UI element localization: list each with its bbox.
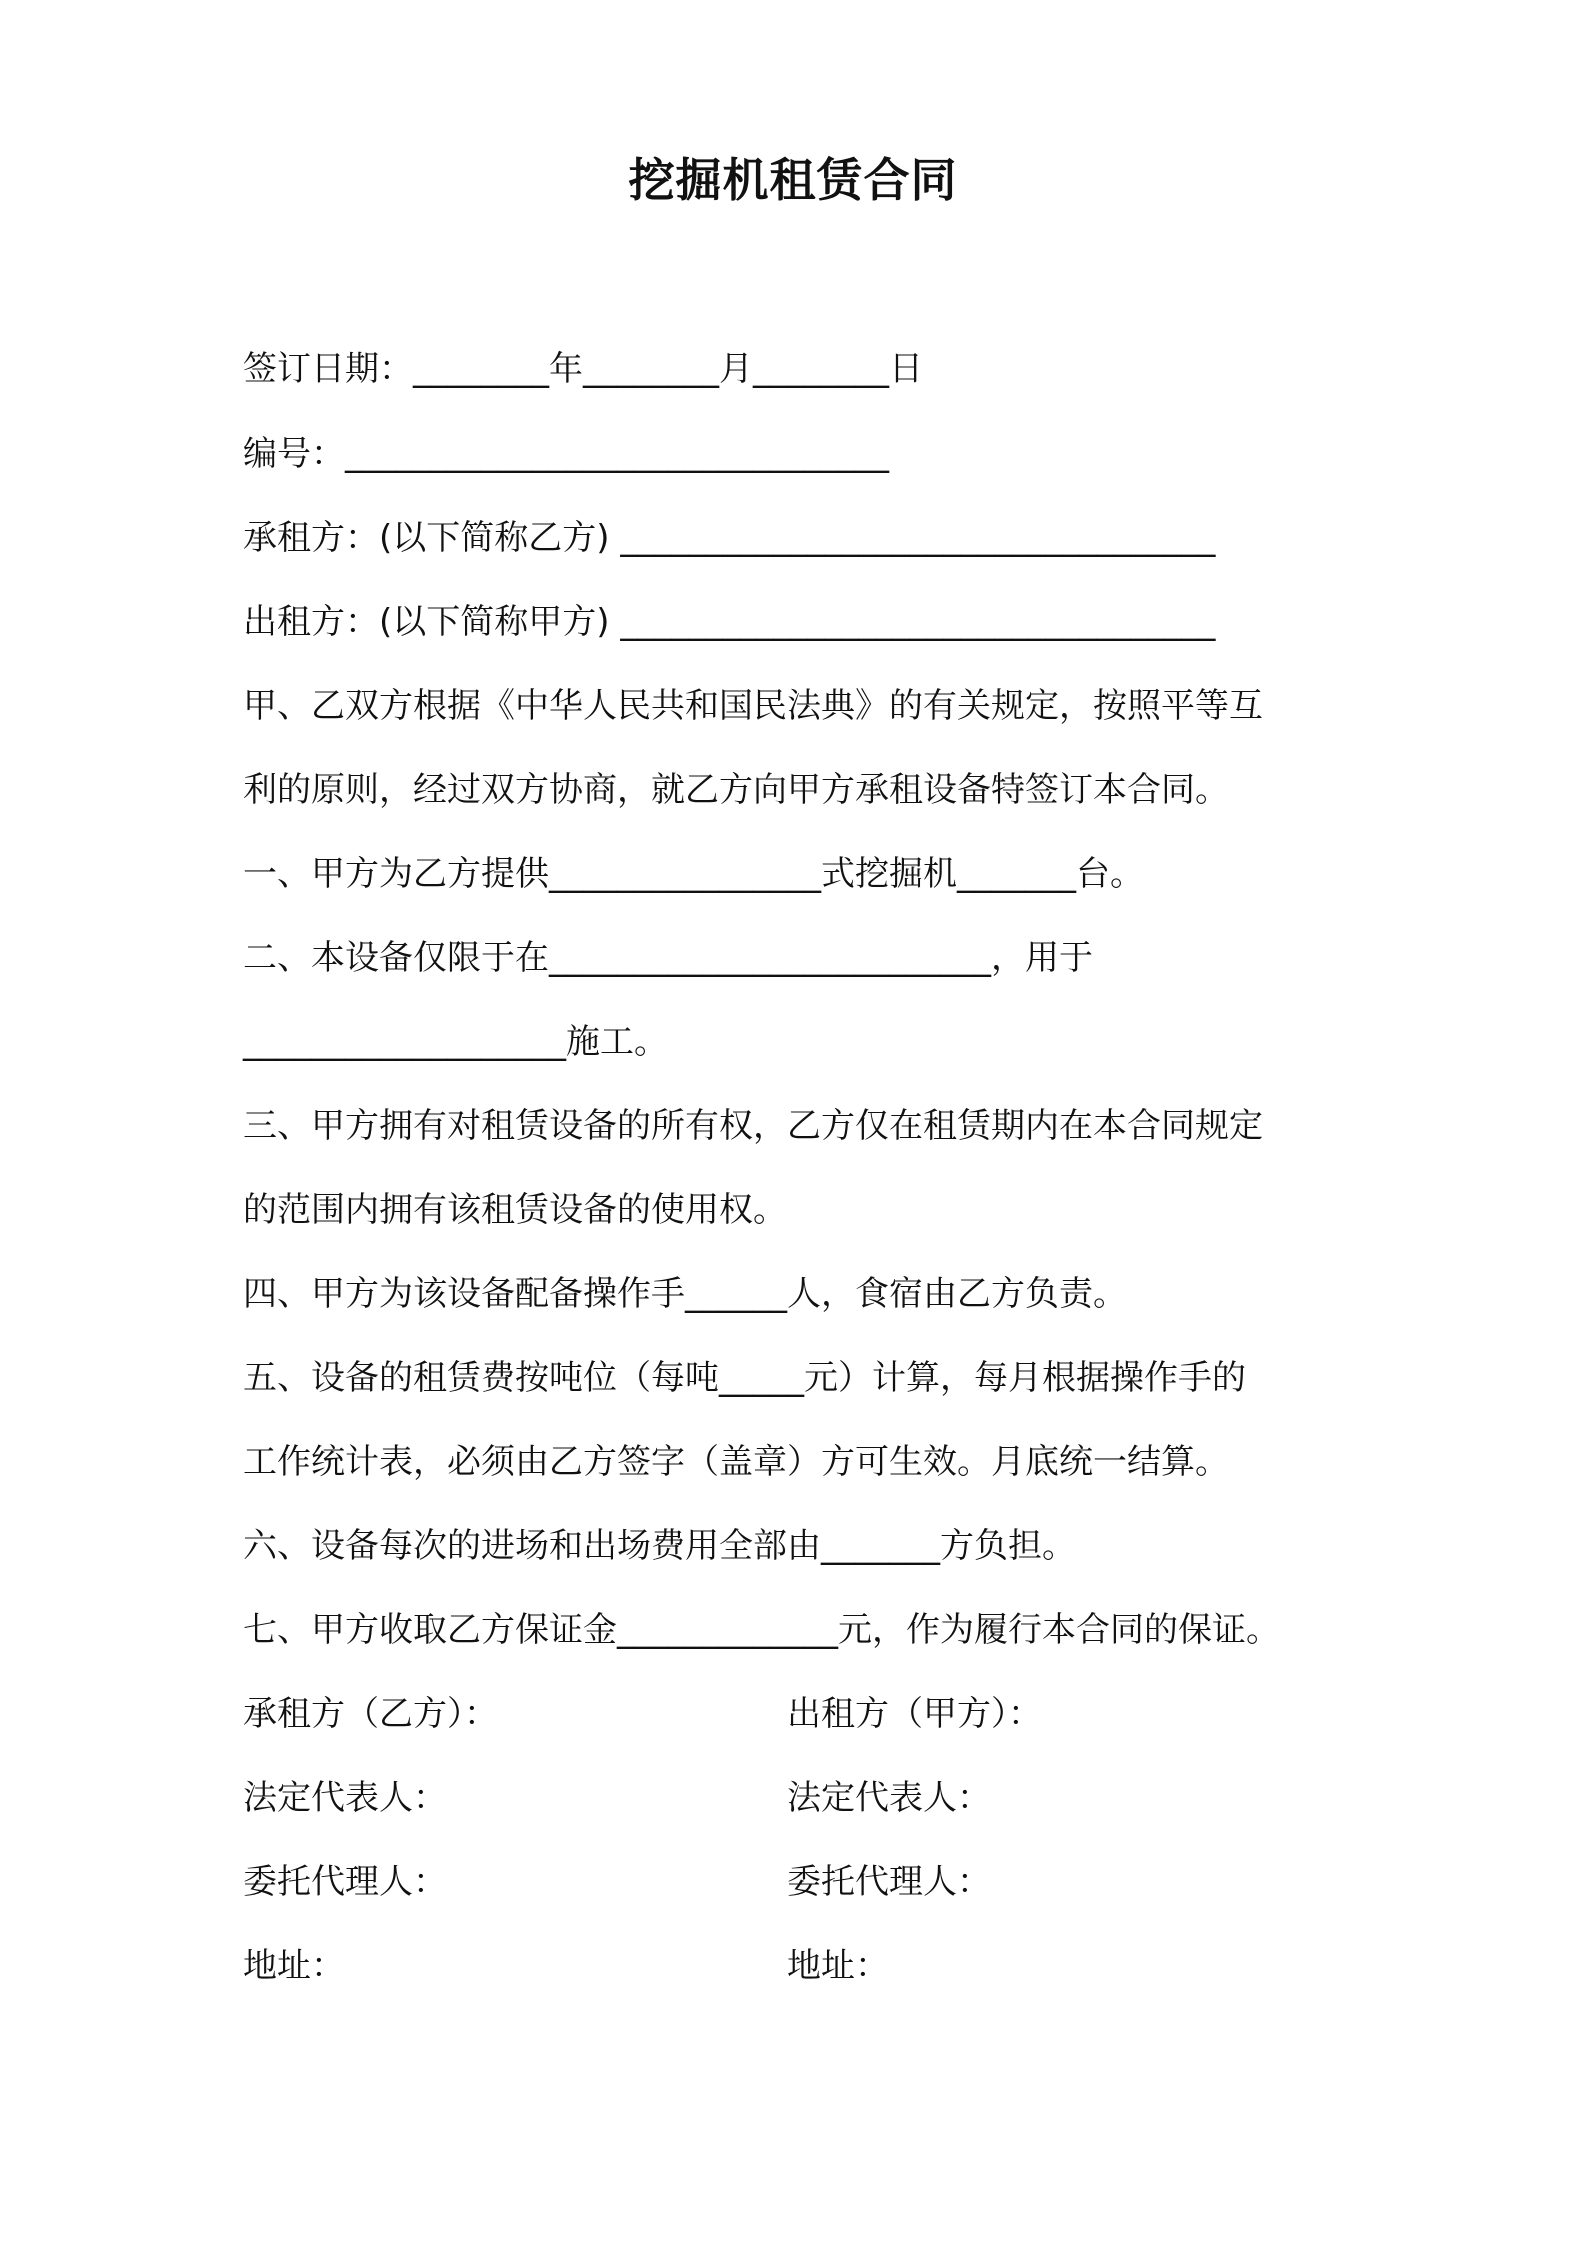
preamble-line-2: 利的原则，经过双方协商，就乙方向甲方承租设备特签订本合同。 [243,770,1229,810]
signature-lessee-legal-rep: 法定代表人： [243,1778,447,1818]
signature-lessee-address: 地址： [243,1946,345,1986]
contract-number-line: 编号：________________________________ [243,434,889,474]
signature-lessor-party: 出租方（甲方）： [787,1694,1042,1734]
clause-5-line-2: 工作统计表，必须由乙方签字（盖章）方可生效。月底统一结算。 [243,1442,1229,1482]
preamble-line-1: 甲、乙双方根据《中华人民共和国民法典》的有关规定，按照平等互 [243,686,1263,726]
signature-lessor-address: 地址： [787,1946,889,1986]
clause-2-line-1: 二、本设备仅限于在__________________________，用于 [243,938,1093,978]
clause-1: 一、甲方为乙方提供________________式挖掘机_______台。 [243,854,1144,894]
document-title: 挖掘机租赁合同 [628,153,958,207]
signing-date-line: 签订日期：________年________月________日 [243,349,923,389]
clause-6: 六、设备每次的进场和出场费用全部由_______方负担。 [243,1526,1076,1566]
lessor-line: 出租方：(以下简称甲方) ___________________________________ [243,602,1216,642]
clause-2-line-2: ___________________施工。 [243,1022,668,1062]
signature-lessor-agent: 委托代理人： [787,1862,991,1902]
signature-lessee-party: 承租方（乙方）： [243,1694,498,1734]
clause-3-line-2: 的范围内拥有该租赁设备的使用权。 [243,1190,787,1230]
signature-lessee-agent: 委托代理人： [243,1862,447,1902]
clause-7: 七、甲方收取乙方保证金_____________元，作为履行本合同的保证。 [243,1610,1280,1650]
clause-4: 四、甲方为该设备配备操作手______人，食宿由乙方负责。 [243,1274,1127,1314]
clause-3-line-1: 三、甲方拥有对租赁设备的所有权，乙方仅在租赁期内在本合同规定 [243,1106,1263,1146]
lessee-line: 承租方：(以下简称乙方) ___________________________________ [243,518,1216,558]
clause-5-line-1: 五、设备的租赁费按吨位（每吨_____元）计算，每月根据操作手的 [243,1358,1246,1398]
signature-lessor-legal-rep: 法定代表人： [787,1778,991,1818]
